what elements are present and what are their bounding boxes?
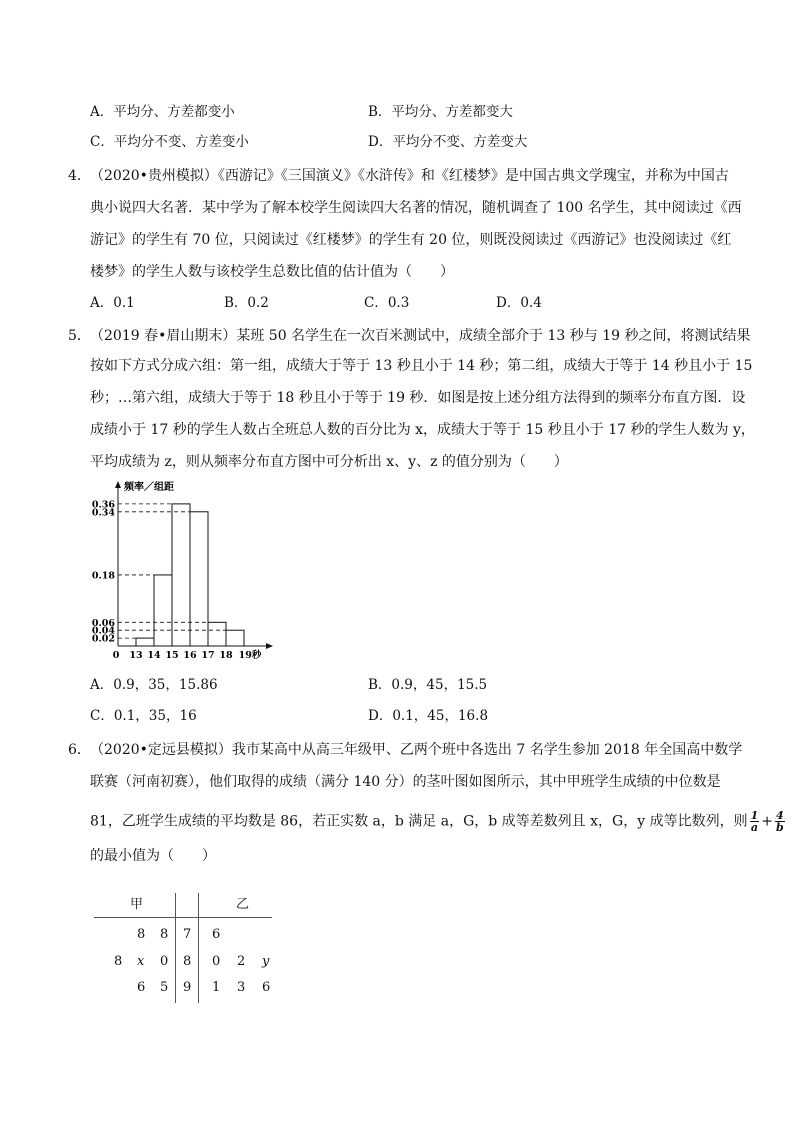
leaf-left: 0 bbox=[160, 954, 169, 969]
header-right-label: 乙 bbox=[236, 897, 250, 912]
x-tick-label: 13 bbox=[129, 650, 143, 661]
q4-option-c: C．0.3 bbox=[364, 295, 410, 311]
leaf-right: 3 bbox=[237, 980, 246, 995]
x-tick-label: 17 bbox=[201, 650, 215, 661]
q3-option-a: A．平均分、方差都变小 bbox=[90, 104, 235, 120]
q5-line-2: 按如下方式分成六组：第一组，成绩大于等于 13 秒且小于 14 秒；第二组，成绩大于等于 14 秒且小于 15 bbox=[90, 358, 753, 374]
y-tick-label: 0.34 bbox=[91, 507, 115, 519]
leaf-right: 6 bbox=[212, 927, 221, 942]
leaf-right: 0 bbox=[212, 954, 221, 969]
q5-number: 5． bbox=[68, 328, 91, 344]
plus-sign: + bbox=[761, 813, 773, 830]
leaf-left: x bbox=[137, 954, 145, 969]
leaf-left: 8 bbox=[160, 927, 169, 942]
q4-line-3: 游记》的学生有 70 位，只阅读过《红楼梦》的学生有 20 位，则既没阅读过《西游记》也没阅读过《红 bbox=[90, 232, 732, 248]
q6-number: 6． bbox=[68, 742, 91, 758]
leaf-left: 6 bbox=[137, 980, 146, 995]
q5-line-4: 成绩小于 17 秒的学生人数占全班总人数的百分比为 x，成绩大于等于 15 秒且小于 17 秒的学生人数为 y， bbox=[90, 422, 755, 438]
y-tick-label: 0.02 bbox=[91, 633, 115, 645]
stem-value: 7 bbox=[183, 927, 192, 942]
fraction-one-over-a: $\frac{1}{a}$ bbox=[750, 809, 759, 834]
q4-option-d: D．0.4 bbox=[496, 295, 542, 311]
q3-option-c: C．平均分不变、方差变小 bbox=[90, 134, 249, 150]
leaf-right: 2 bbox=[237, 954, 246, 969]
stem-rule-right bbox=[198, 893, 199, 1003]
q4-option-b: B．0.2 bbox=[224, 295, 269, 311]
x-tick-label: 15 bbox=[165, 650, 179, 661]
leaf-left: 5 bbox=[160, 980, 169, 995]
q3-option-b: B．平均分、方差都变大 bbox=[368, 104, 513, 120]
histogram-bar bbox=[136, 638, 154, 646]
q6-line-3 bbox=[90, 810, 787, 833]
x-tick-label: 16 bbox=[183, 650, 197, 661]
q6-line-3-text: 81，乙班学生成绩的平均数是 86，若正实数 a，b 满足 a，G，b 成等差数列且 x，G，y 成等比数列，则 bbox=[90, 813, 748, 830]
histogram-bar bbox=[190, 512, 208, 646]
x-tick-label: 18 bbox=[219, 650, 233, 661]
leaf-left: 8 bbox=[114, 954, 123, 969]
y-axis-arrow bbox=[115, 481, 121, 488]
y-tick-label: 0.04 bbox=[91, 625, 115, 637]
x-axis-arrow bbox=[266, 643, 273, 649]
y-tick-label: 0.18 bbox=[91, 570, 115, 582]
leaf-right: y bbox=[262, 954, 270, 969]
q5-line-5: 平均成绩为 z，则从频率分布直方图中可分析出 x、y、z 的值分别为（ ） bbox=[90, 454, 568, 470]
x-tick-label: 0 bbox=[112, 650, 120, 661]
histogram-bar bbox=[154, 575, 172, 646]
q4-option-a: A．0.1 bbox=[90, 295, 135, 311]
stem-value: 8 bbox=[183, 954, 192, 969]
leaf-right: 6 bbox=[262, 980, 271, 995]
q4-line-2: 典小说四大名著．某中学为了解本校学生阅读四大名著的情况，随机调查了 100 名学生，其中阅读过《西 bbox=[90, 200, 742, 216]
q5-option-b: B．0.9，45，15.5 bbox=[368, 677, 488, 693]
stem-leaf-diagram bbox=[94, 893, 284, 1003]
q5-line-3: 秒；…第六组，成绩大于等于 18 秒且小于等于 19 秒．如图是按上述分组方法得到的频率分布直方图．设 bbox=[90, 390, 746, 406]
header-rule bbox=[94, 917, 272, 918]
q5-option-a: A．0.9，35，15.86 bbox=[90, 677, 218, 693]
y-axis-label: 频率／组距 bbox=[124, 482, 174, 493]
histogram-bar bbox=[226, 630, 244, 646]
x-tick-label: 14 bbox=[147, 650, 161, 661]
histogram-bar bbox=[208, 622, 226, 646]
leaf-left: 8 bbox=[137, 927, 146, 942]
q5-option-d: D．0.1，45，16.8 bbox=[368, 708, 489, 724]
q3-option-d: D．平均分不变、方差变大 bbox=[368, 134, 528, 150]
frequency-histogram bbox=[86, 478, 276, 668]
y-tick-label: 0.06 bbox=[91, 617, 115, 629]
q5-option-c: C．0.1，35，16 bbox=[90, 708, 197, 724]
histogram-bar bbox=[172, 504, 190, 646]
q6-line-2: 联赛（河南初赛），他们取得的成绩（满分 140 分）的茎叶图如图所示，其中甲班学生成绩的中位数是 bbox=[90, 774, 721, 790]
stem-rule-left bbox=[175, 893, 176, 1003]
q4-line-4: 楼梦》的学生人数与该校学生总数比值的估计值为（ ） bbox=[90, 264, 454, 280]
q5-line-1: （2019 春•眉山期末）某班 50 名学生在一次百米测试中，成绩全部介于 13 秒与 19 秒之间，将测试结果 bbox=[90, 328, 751, 344]
q4-number: 4． bbox=[68, 168, 91, 184]
q6-line-4: 的最小值为（ ） bbox=[90, 848, 216, 864]
x-tick-label: 19秒 bbox=[238, 650, 262, 661]
q4-line-1: （2020•贵州模拟）《西游记》《三国演义》《水浒传》和《红楼梦》是中国古典文学瑰宝，并称为中国古 bbox=[90, 168, 729, 184]
leaf-right: 1 bbox=[212, 980, 221, 995]
stem-value: 9 bbox=[183, 980, 192, 995]
fraction-four-over-b: $\frac{4}{b}$ bbox=[775, 809, 784, 834]
header-left-label: 甲 bbox=[130, 897, 144, 912]
y-tick-label: 0.36 bbox=[91, 499, 115, 511]
q6-line-1: （2020•定远县模拟）我市某高中从高三年级甲、乙两个班中各选出 7 名学生参加 2018 年全国高中数学 bbox=[90, 742, 743, 758]
